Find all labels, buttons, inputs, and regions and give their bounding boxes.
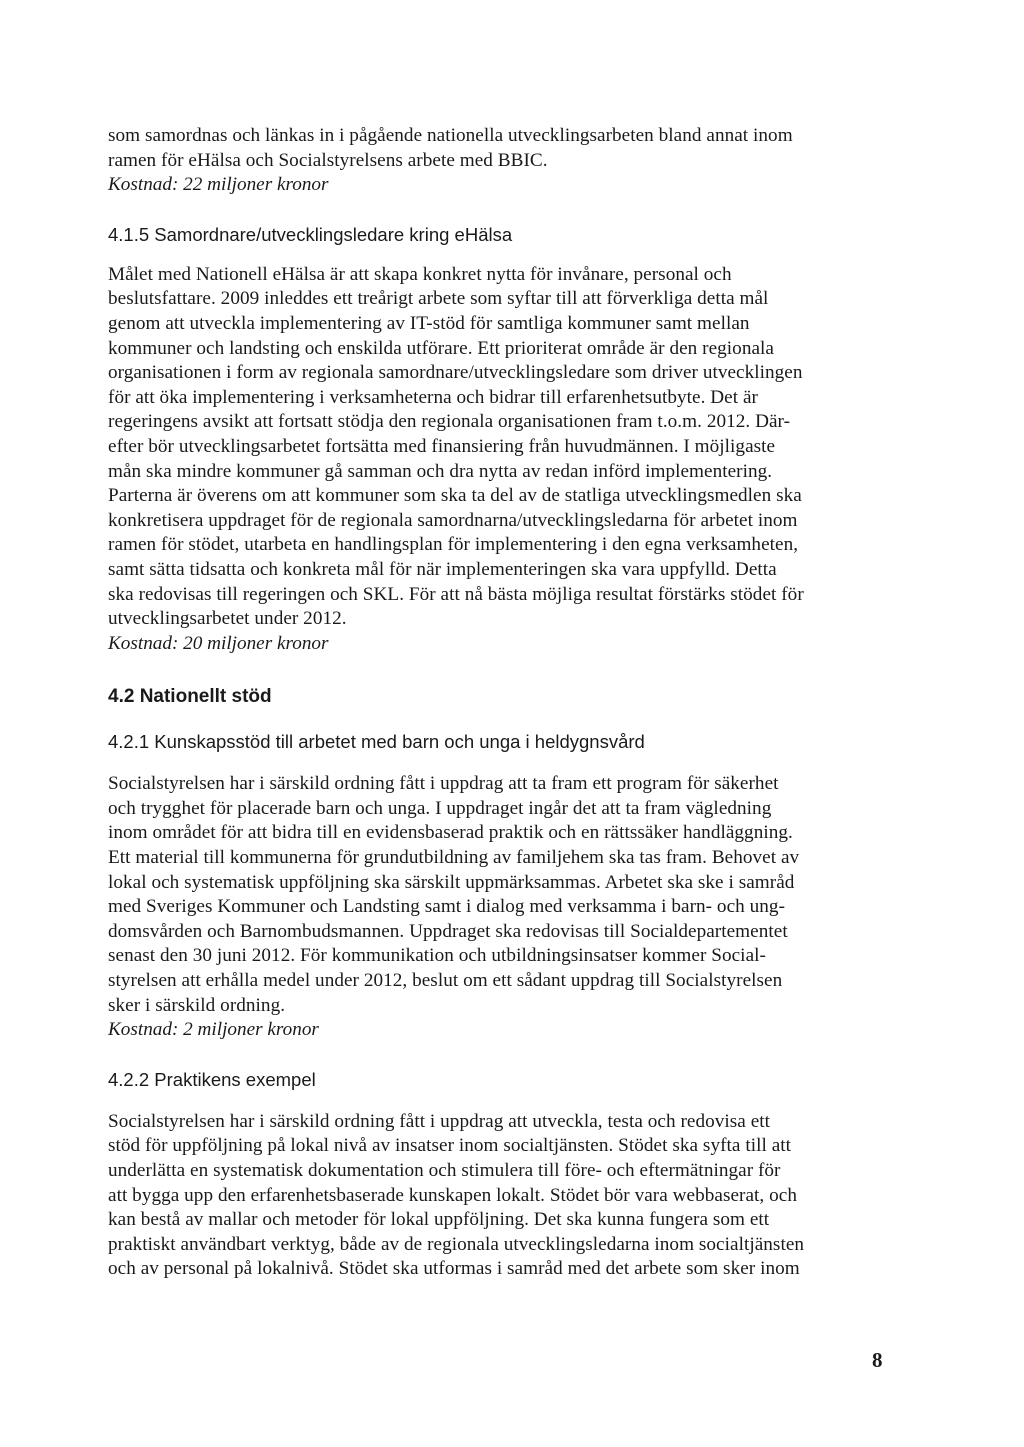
page-content <box>108 124 898 1282</box>
heading-4-2: 4.2 Nationellt stöd <box>108 686 272 708</box>
section-4-2-2-body: Socialstyrelsen har i särskild ordning fått i uppdrag att utveckla, testa och redovisa ett stöd för uppföljning på lokal nivå av insatser inom socialtjänsten. Stödet ska syfta till att underlätta en systematisk dokumentation och stimulera till före- och eftermätningar för att bygga upp den erfarenhetsbaserade kunskapen lokalt. Stödet bör vara webbaserat, och kan bestå av mallar och metoder för lokal uppföljning. Det ska kunna fungera som ett praktiskt användbart verktyg, både av de regionala utvecklingsledarna inom socialtjänsten och av personal på lokalnivå. Stödet ska utformas i samråd med det arbete som sker inom <box>108 1110 805 1280</box>
page-number: 8 <box>872 1348 883 1372</box>
intro-cost: Kostnad: 22 miljoner kronor <box>108 174 329 196</box>
section-4-1-5-body: Målet med Nationell eHälsa är att skapa konkret nytta för invånare, personal och beslutsfattare. 2009 inleddes ett treårigt arbete som syftar till att förverkliga detta mål genom att utveckla implementering av IT-stöd för samtliga kommuner samt mellan kommuner och landsting och enskilda utförare. Ett prioriterat område är den regionala organisationen i form av regionala samordnare/utvecklingsledare som driver utvecklingen för att öka implementering i verksamheterna och bidrar till erfarenhetsutbyte. Det är regeringens avsikt att fortsatt stödja den regionala organisationen fram t.o.m. 2012. Där- efter bör utvecklingsarbetet fortsätta med finansiering från huvudmännen. I möjligaste mån ska mindre kommuner gå samman och dra nytta av redan införd implementering. Parterna är överens om att kommuner som ska ta del av de statliga utvecklingsmedlen ska konkretisera uppdraget för de regionala samordnarna/utvecklingsledarna för arbetet inom ramen för stödet, utarbeta en handlingsplan för implementering i den egna verksamheten, samt sätta tidsatta och konkreta mål för när implementeringen ska vara uppfylld. Detta ska redovisas till regeringen och SKL. För att nå bästa möjliga resultat förstärks stödet för utvecklingsarbetet under 2012. <box>108 263 804 630</box>
heading-4-2-2: 4.2.2 Praktikens exempel <box>108 1068 316 1090</box>
section-4-2-1-body: Socialstyrelsen har i särskild ordning fått i uppdrag att ta fram ett program för säkerhet och trygghet för placerade barn och unga. I uppdraget ingår det att ta fram vägledning inom området för att bidra till en evidensbaserad praktik och en rättssäker handläggning. Ett material till kommunerna för grundutbildning av familjehem ska tas fram. Behovet av lokal och systematisk uppföljning ska särskilt uppmärksammas. Arbetet ska ske i samråd med Sveriges Kommuner och Landsting samt i dialog med verksamma i barn- och ung- domsvården och Barnombudsmannen. Uppdraget ska redovisas till Socialdepartementet senast den 30 juni 2012. För kommunikation och utbildningsinsatser kommer Social- styrelsen att erhålla medel under 2012, beslut om ett sådant uppdrag till Socialstyrelsen sker i särskild ordning. <box>108 773 800 1016</box>
section-4-2-1-cost: Kostnad: 2 miljoner kronor <box>108 1019 319 1041</box>
heading-4-1-5: 4.1.5 Samordnare/utvecklingsledare kring eHälsa <box>108 223 513 245</box>
heading-4-2-1: 4.2.1 Kunskapsstöd till arbetet med barn och unga i heldygnsvård <box>108 731 645 753</box>
intro-paragraph: som samordnas och länkas in i pågående nationella utvecklingsarbeten bland annat inom ramen för eHälsa och Socialstyrelsens arbete med BBIC. <box>108 125 793 171</box>
section-4-1-5-cost: Kostnad: 20 miljoner kronor <box>108 632 329 654</box>
